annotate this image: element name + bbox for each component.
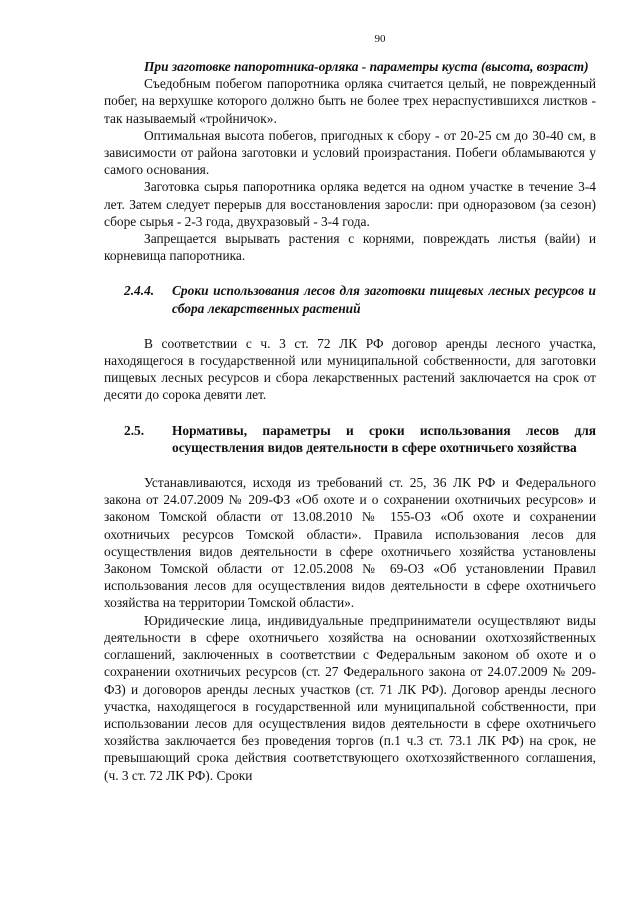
section-2-4-4-heading	[104, 282, 596, 316]
fern-paragraph-3: Заготовка сырья папоротника орляка ведется на одном участке в течение 3-4 лет. Затем следует перерыв для восстановления заросли: при одноразовом (за сезон) сборе сырья - 2-3 года, двухразовый - 3-4 года.	[104, 179, 596, 229]
fern-heading: При заготовке папоротника-орляка - параметры куста (высота, возраст)	[144, 59, 589, 74]
page-number: 90	[374, 33, 386, 45]
section-title: Нормативы, параметры и сроки использования лесов для осуществления видов деятельности в сфере охотничьего хозяйства	[172, 422, 596, 455]
section-number: 2.4.4.	[124, 283, 155, 299]
section-number: 2.5.	[124, 422, 145, 438]
section-2-5-heading	[104, 422, 596, 456]
fern-paragraph-4: Запрещается вырывать растения с корнями, повреждать листья (вайи) и корневища папоротника.	[104, 231, 596, 264]
fern-paragraph-2: Оптимальная высота побегов, пригодных к сбору - от 20-25 см до 30-40 см, в зависимости от района заготовки и условий произрастания. Побеги обламываются у самого основания.	[104, 127, 596, 178]
section-2-5-paragraph-1: Устанавливаются, исходя из требований ст. 25, 36 ЛК РФ и Федерального закона от 24.07.2009 № 209-ФЗ «Об охоте и о сохранении охотничьих ресурсов» и законом Томской области от 13.08.2010 № 155-ОЗ «Об охоте и сохранении охотничьих ресурсов Томской области». Правила использования лесов для осуществления видов деятельности в сфере охотничьего хозяйства установлены Законом Томской области от 12.05.2008 № 69-ОЗ «Об установлении Правил использования лесов для осуществления видов деятельности в сфере охотничьего хозяйства на территории Томской области».	[104, 475, 596, 611]
fern-paragraph-1: Съедобным побегом папоротника орляка считается целый, не поврежденный побег, на верхушке которого должно быть не более трех нераспустившихся листков - так называемый «тройничок».	[104, 76, 596, 126]
section-2-5-paragraph-2: Юридические лица, индивидуальные предприниматели осуществляют виды деятельности в сфере охотничьего хозяйства на основании охотхозяйственных соглашений, заключенных в соответствии с Федеральным законом об охоте и о сохранении охотничьих ресурсов (ст. 27 Федерального закона от 24.07.2009 № 209-ФЗ) и договоров аренды лесных участков (ст. 71 ЛК РФ). Договор аренды лесного участка, находящегося в государственной или муниципальной собственности, при использовании лесов для осуществления видов деятельности в сфере охотничьего хозяйства заключается без проведения торгов (п.1 ч.3 ст. 73.1 ЛК РФ) на срок, не превышающий срока действия соответствующего охотхозяйственного соглашения, (ч. 3 ст. 72 ЛК РФ). Сроки	[104, 612, 596, 783]
section-title: Сроки использования лесов для заготовки пищевых лесных ресурсов и сбора лекарственных растений	[172, 283, 596, 316]
section-2-4-4-paragraph: В соответствии с ч. 3 ст. 72 ЛК РФ договор аренды лесного участка, находящегося в государственной или муниципальной собственности, для заготовки пищевых лесных ресурсов и сбора лекарственных растений заключается на срок от десяти до сорока девяти лет.	[104, 335, 596, 403]
